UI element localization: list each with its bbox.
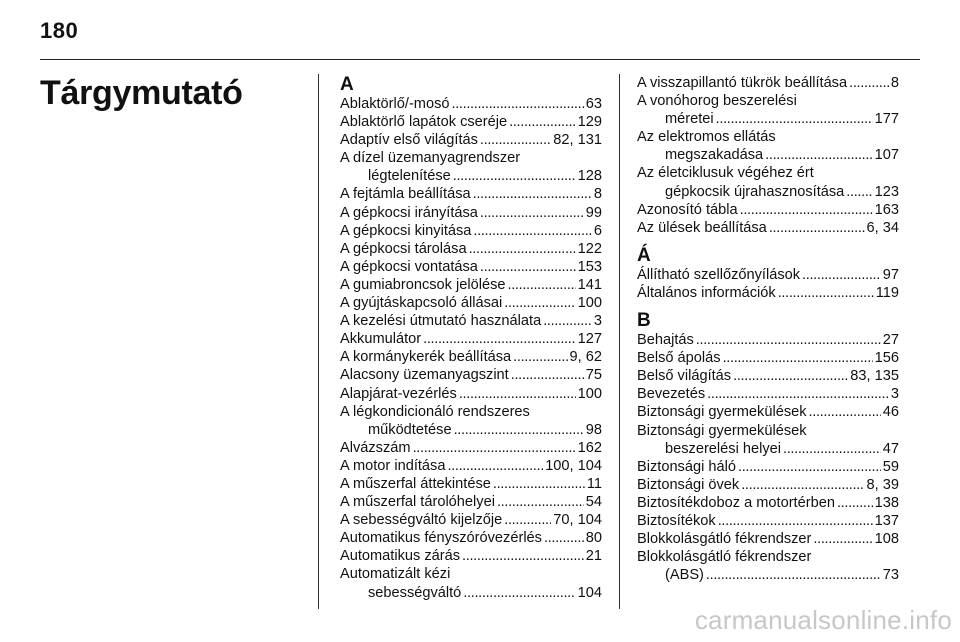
index-entry-text: sebességváltó	[368, 584, 462, 601]
dot-leader	[718, 512, 873, 530]
index-entry-text: A fejtámla beállítása	[340, 186, 471, 203]
index-entry-page: 8, 39	[866, 476, 899, 493]
section-letter: B	[637, 310, 651, 332]
index-entry-page: 70, 104	[553, 512, 602, 529]
dot-leader	[543, 312, 592, 330]
index-entry	[637, 128, 899, 164]
section-letter: A	[340, 74, 354, 95]
dot-leader	[462, 547, 584, 565]
index-entry	[340, 385, 602, 403]
dot-leader	[809, 403, 881, 421]
index-entry-text: Blokkolásgátló fékrendszer	[637, 531, 812, 548]
index-entry	[637, 548, 899, 584]
index-entry	[637, 385, 899, 403]
dot-leader	[504, 294, 575, 312]
index-entry-text: A gépkocsi kinyitása	[340, 222, 472, 239]
page-number: 180	[40, 18, 79, 43]
dot-leader	[723, 349, 873, 367]
index-entry-page: 6	[593, 222, 602, 239]
index-entry-text: Alvázszám	[340, 439, 411, 456]
index-entry-text: A visszapillantó tükrök beállítása	[637, 75, 848, 91]
index-entry-text: Bevezetés	[637, 386, 706, 403]
index-entry-text: Akkumulátor	[340, 331, 422, 348]
index-entry-page: 123	[874, 183, 899, 200]
index-column-2	[637, 74, 899, 584]
index-entry-page: 3	[890, 386, 899, 403]
index-entry	[340, 185, 602, 203]
index-entry-page: 82, 131	[553, 132, 602, 149]
index-entry-page: 119	[875, 284, 899, 301]
index-entry-text: Biztonsági háló	[637, 458, 736, 475]
index-entry	[340, 547, 602, 565]
index-entry-text: Automatikus zárás	[340, 548, 461, 565]
index-entry-text: Alacsony üzemanyagszint	[340, 367, 509, 384]
dot-leader	[452, 95, 584, 113]
index-entry	[340, 565, 602, 601]
index-entry-heading: Az életciklusuk végéhez ért	[637, 165, 814, 182]
dot-leader	[769, 219, 865, 237]
dot-leader	[783, 440, 881, 458]
index-entry-text: A kezelési útmutató használata	[340, 313, 542, 330]
index-entry	[637, 476, 899, 494]
index-entry	[637, 403, 899, 421]
index-entry	[637, 422, 899, 458]
index-entry-page: 59	[882, 458, 899, 475]
section-letter: Á	[637, 244, 651, 266]
dot-leader	[469, 240, 576, 258]
index-entry	[637, 349, 899, 367]
index-entry	[340, 258, 602, 276]
index-entry-page: 8	[890, 75, 899, 91]
dot-leader	[733, 367, 848, 385]
index-entry-page: 11	[586, 475, 602, 492]
index-entry-heading: A dízel üzemanyagrendszer	[340, 150, 521, 167]
index-entry-page: 63	[585, 96, 602, 112]
dot-leader	[423, 330, 576, 348]
index-entry-text: A gépkocsi vontatása	[340, 258, 478, 275]
index-entry-text: A gépkocsi tárolása	[340, 240, 467, 257]
index-entry-text: Alapjárat-vezérlés	[340, 385, 457, 402]
index-entry-text: Biztosítékdoboz a motortérben	[637, 494, 835, 511]
index-entry-page: 21	[585, 548, 602, 565]
index-entry	[340, 330, 602, 348]
index-entry-page: 163	[874, 201, 899, 218]
dot-leader	[447, 457, 543, 475]
index-entry	[637, 74, 899, 92]
dot-leader	[696, 331, 881, 349]
index-entry-text: A műszerfal tárolóhelyei	[340, 494, 495, 511]
index-entry-text: Azonosító tábla	[637, 201, 738, 218]
index-entry-page: 46	[882, 404, 899, 421]
index-entry-page: 138	[874, 494, 899, 511]
index-entry-page: 98	[585, 421, 602, 438]
dot-leader	[765, 146, 872, 164]
index-entry-text: A műszerfal áttekintése	[340, 475, 491, 492]
index-entry	[637, 284, 899, 302]
index-entry	[340, 439, 602, 457]
index-entry-page: 9, 62	[569, 349, 602, 366]
dot-leader	[459, 385, 576, 403]
index-entry-page: 80	[585, 530, 602, 547]
index-entry	[340, 312, 602, 330]
index-entry-page: 83, 135	[850, 368, 899, 385]
dot-leader	[813, 530, 872, 548]
index-entry	[340, 222, 602, 240]
index-entry-text: gépkocsik újrahasznosítása	[665, 183, 845, 200]
header-rule	[40, 59, 920, 60]
dot-leader	[706, 566, 881, 584]
index-entry-page: 141	[577, 276, 602, 293]
index-entry	[340, 493, 602, 511]
index-entry	[637, 164, 899, 200]
dot-leader	[453, 167, 576, 185]
index-entry-text: A gyújtáskapcsoló állásai	[340, 295, 503, 312]
index-entry-text: működtetése	[368, 421, 452, 438]
index-entry-page: 75	[585, 367, 602, 384]
index-entry	[340, 276, 602, 294]
index-entry-page: 177	[874, 111, 899, 128]
index-entry-text: Belső ápolás	[637, 350, 721, 367]
dot-leader	[741, 476, 864, 494]
dot-leader	[513, 348, 567, 366]
index-entry-page: 27	[882, 332, 899, 349]
index-entry	[637, 331, 899, 349]
index-entry-heading: Automatizált kézi	[340, 566, 451, 583]
index-entry-text: A kormánykerék beállítása	[340, 349, 512, 366]
dot-leader	[473, 222, 591, 240]
index-entry-page: 6, 34	[866, 219, 899, 236]
page-title: Tárgymutató	[40, 74, 243, 112]
index-entry-page: 100, 104	[545, 457, 602, 474]
dot-leader	[716, 110, 873, 128]
index-entry	[637, 530, 899, 548]
index-entry-text: Ablaktörlő/-mosó	[340, 96, 450, 112]
dot-leader	[738, 458, 881, 476]
index-entry	[340, 403, 602, 439]
index-entry-page: 8	[593, 186, 602, 203]
index-entry-page: 137	[874, 512, 899, 529]
index-entry	[340, 529, 602, 547]
dot-leader	[480, 131, 551, 149]
dot-leader	[413, 439, 576, 457]
dot-leader	[849, 74, 889, 92]
index-entry	[340, 95, 602, 113]
index-entry-page: 107	[874, 147, 899, 164]
dot-leader	[511, 366, 584, 384]
index-entry-heading: Blokkolásgátló fékrendszer	[637, 549, 812, 566]
index-entry	[340, 240, 602, 258]
index-entry-text: Biztosítékok	[637, 512, 716, 529]
index-entry-text: Behajtás	[637, 332, 694, 349]
index-entry-page: 100	[577, 295, 602, 312]
index-entry	[340, 366, 602, 384]
dot-leader	[473, 185, 592, 203]
index-entry	[340, 131, 602, 149]
index-entry-page: 99	[585, 204, 602, 221]
dot-leader	[480, 204, 584, 222]
index-entry-page: 3	[593, 313, 602, 330]
dot-leader	[740, 201, 873, 219]
index-entry-text: beszerelési helyei	[665, 440, 782, 457]
index-entry	[340, 113, 602, 131]
index-entry-text: A gépkocsi irányítása	[340, 204, 478, 221]
index-entry	[637, 266, 899, 284]
dot-leader	[802, 266, 881, 284]
index-entry-heading: Az elektromos ellátás	[637, 129, 776, 146]
index-entry	[340, 511, 602, 529]
dot-leader	[778, 284, 874, 302]
index-entry	[340, 475, 602, 493]
index-entry-text: (ABS)	[665, 567, 704, 584]
index-entry-page: 162	[577, 439, 602, 456]
index-entry-text: Adaptív első világítás	[340, 132, 478, 149]
index-entry-text: légtelenítése	[368, 168, 451, 185]
index-entry-page: 129	[577, 114, 602, 131]
index-entry-page: 100	[577, 385, 602, 402]
index-entry	[340, 294, 602, 312]
index-column-1	[340, 74, 602, 602]
column-divider-middle	[619, 74, 620, 609]
index-entry-page: 47	[882, 440, 899, 457]
index-entry-heading: A légkondicionáló rendszeres	[340, 403, 530, 420]
index-entry	[637, 458, 899, 476]
index-entry-page: 127	[577, 331, 602, 348]
dot-leader	[497, 493, 584, 511]
index-entry-page: 97	[882, 266, 899, 283]
index-entry-text: Állítható szellőzőnyílások	[637, 266, 801, 283]
dot-leader	[504, 511, 551, 529]
index-entry-text: Automatikus fényszóróvezérlés	[340, 530, 542, 547]
index-entry-text: megszakadása	[665, 147, 764, 164]
dot-leader	[508, 276, 576, 294]
dot-leader	[544, 529, 584, 547]
index-entry-text: Biztonsági gyermekülések	[637, 404, 807, 421]
index-entry-text: Az ülések beállítása	[637, 219, 767, 236]
index-entry	[637, 201, 899, 219]
index-entry-text: Ablaktörlő lapátok cseréje	[340, 114, 508, 131]
index-entry-text: A gumiabroncsok jelölése	[340, 276, 506, 293]
dot-leader	[509, 113, 576, 131]
index-entry-page: 73	[882, 567, 899, 584]
index-entry	[340, 457, 602, 475]
index-entry	[637, 367, 899, 385]
index-entry	[637, 92, 899, 128]
index-entry	[637, 512, 899, 530]
watermark: carmanualsonline.info	[694, 605, 952, 635]
index-entry-text: A sebességváltó kijelzője	[340, 512, 503, 529]
dot-leader	[493, 475, 585, 493]
dot-leader	[463, 584, 575, 602]
index-entry-text: méretei	[665, 111, 714, 128]
dot-leader	[707, 385, 889, 403]
index-entry	[340, 348, 602, 366]
dot-leader	[846, 183, 872, 201]
index-entry-text: A motor indítása	[340, 457, 446, 474]
dot-leader	[837, 494, 873, 512]
index-entry-page: 156	[874, 350, 899, 367]
index-entry	[637, 219, 899, 237]
index-entry	[340, 204, 602, 222]
column-divider-left	[318, 74, 319, 609]
index-entry-page: 108	[874, 531, 899, 548]
index-entry	[637, 494, 899, 512]
dot-leader	[454, 421, 584, 439]
index-entry	[340, 149, 602, 185]
index-entry-page: 122	[577, 240, 602, 257]
index-entry-text: Általános információk	[637, 284, 776, 301]
index-entry-text: Belső világítás	[637, 368, 732, 385]
index-entry-page: 104	[577, 584, 602, 601]
index-entry-page: 54	[585, 494, 602, 511]
index-entry-page: 128	[577, 168, 602, 185]
index-entry-page: 153	[577, 258, 602, 275]
index-entry-text: Biztonsági övek	[637, 476, 740, 493]
dot-leader	[480, 258, 576, 276]
index-entry-heading: A vonóhorog beszerelési	[637, 93, 797, 110]
index-entry-heading: Biztonsági gyermekülések	[637, 422, 807, 439]
